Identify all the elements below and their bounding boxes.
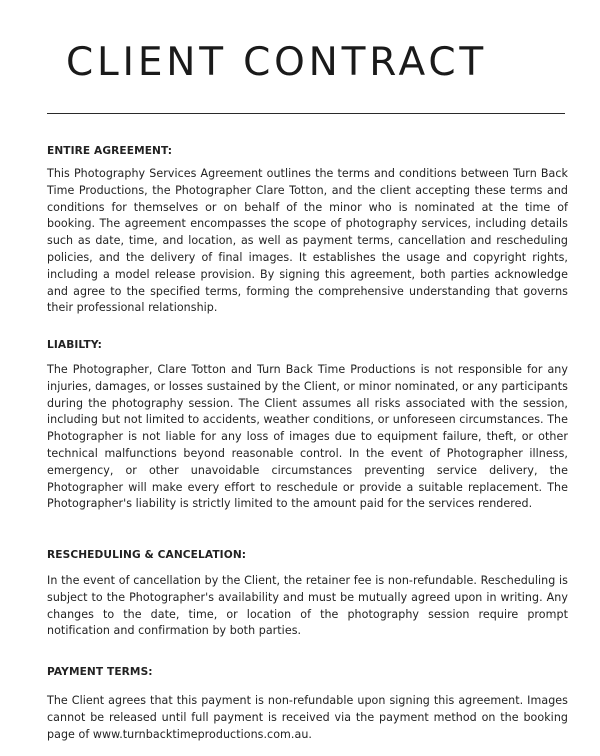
section-body-rescheduling: In the event of cancellation by the Client, the retainer fee is non-refundable. Rescheduling is subject to the Photographer's availability and must be mutually agreed upon in writing. Any changes to the date, time, or location of the photography session require prompt notification and confirmation by both parties. [47,574,568,638]
page-title: CLIENT CONTRACT [66,40,487,85]
title-divider [47,113,565,114]
section-heading-payment-terms: PAYMENT TERMS: [47,666,153,678]
section-heading-entire-agreement: ENTIRE AGREEMENT: [47,145,173,157]
section-body-payment-terms: The Client agrees that this payment is non-refundable upon signing this agreement. Images cannot be released until full payment is received via the payment method on the booking page of www.turnbacktimeproductions.com.au. [47,694,568,741]
section-body-liability: The Photographer, Clare Totton and Turn Back Time Productions is not responsible for any injuries, damages, or losses sustained by the Client, or minor nominated, or any participants during the photography session. The Client assumes all risks associated with the session, including but not limited to accidents, weather conditions, or unforeseen circumstances. The Photographer is not liable for any loss of images due to equipment failure, theft, or other technical malfunctions beyond reasonable control. In the event of Photographer illness, emergency, or other unavoidable circumstances preventing service delivery, the Photographer will make every effort to reschedule or provide a suitable replacement. The Photographer's liability is strictly limited to the amount paid for the services rendered. [47,363,568,511]
section-heading-rescheduling: RESCHEDULING & CANCELATION: [47,549,247,561]
section-body-entire-agreement: This Photography Services Agreement outlines the terms and conditions between Turn Back Time Productions, the Photographer Clare Totton, and the client accepting these terms and conditions for themselves or on behalf of the minor who is nominated at the time of booking. The agreement encompasses the scope of photography services, including details such as date, time, and location, as well as payment terms, cancellation and rescheduling policies, and the delivery of final images. It establishes the usage and copyright rights, including a model release provision. By signing this agreement, both parties acknowledge and agree to the specified terms, forming the comprehensive understanding that governs their professional relationship. [47,167,568,315]
section-heading-liability: LIABILTY: [47,339,103,351]
